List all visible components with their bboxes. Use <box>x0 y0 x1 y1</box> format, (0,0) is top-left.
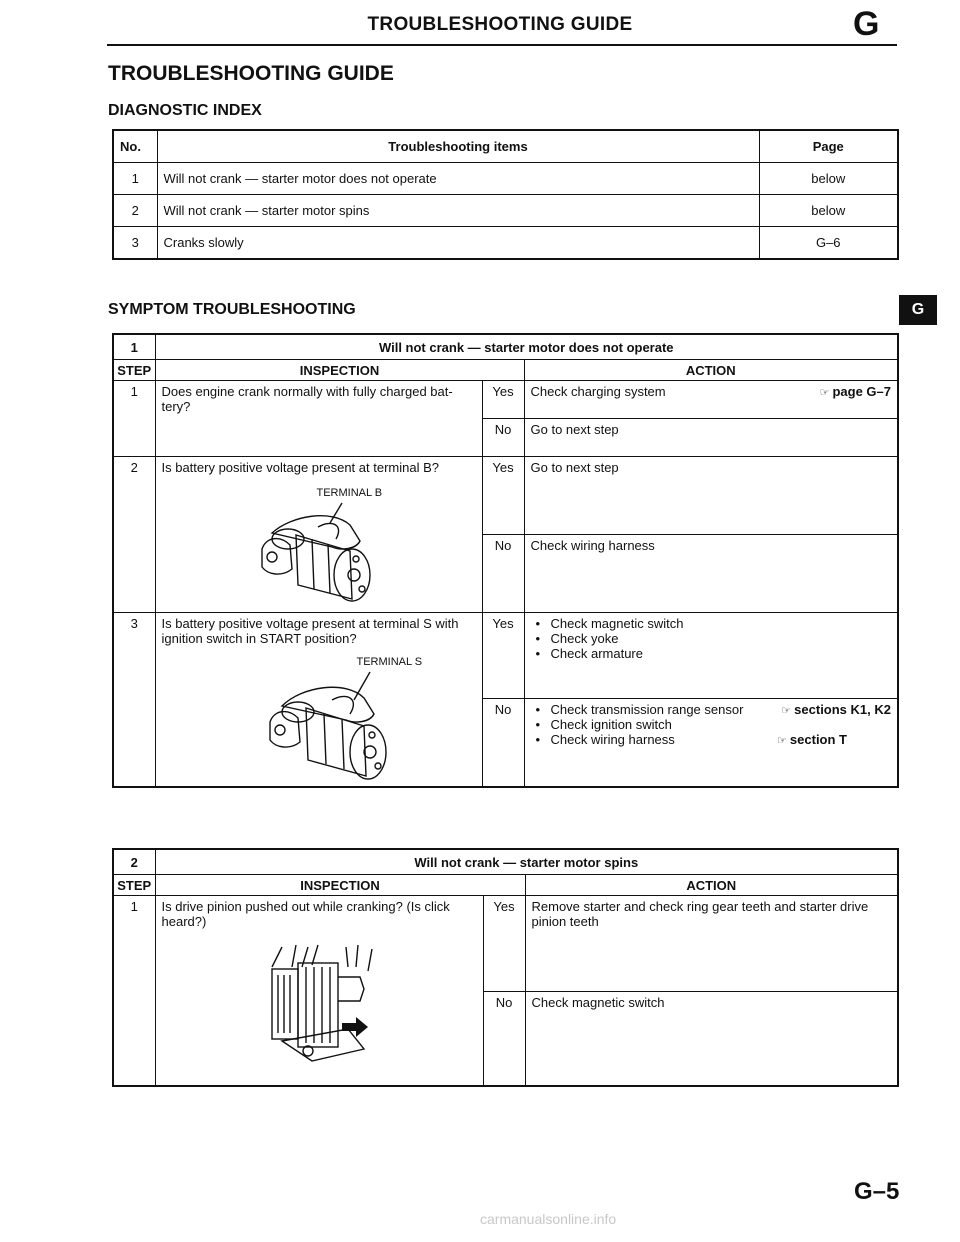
diagnostic-index-heading: DIAGNOSTIC INDEX <box>108 102 262 119</box>
yes-label: Yes <box>483 896 525 992</box>
row-item: Will not crank — starter motor spins <box>157 195 759 227</box>
list-item <box>551 732 892 747</box>
symptom-title: Will not crank — starter motor spins <box>155 849 898 875</box>
table-row <box>113 613 898 699</box>
page-header-title: TROUBLESHOOTING GUIDE <box>367 14 633 35</box>
row-no: 3 <box>113 227 157 260</box>
no-label: No <box>482 535 524 613</box>
header-rule <box>107 44 897 46</box>
table-row <box>113 227 898 260</box>
step-number: 1 <box>113 381 155 457</box>
col-step: STEP <box>113 875 155 896</box>
action-text: Go to next step <box>524 457 898 535</box>
action-list <box>531 702 892 747</box>
action-text: Check magnetic switch <box>525 992 898 1086</box>
col-action: ACTION <box>525 875 898 896</box>
inspection-cell <box>155 457 482 613</box>
action-list <box>531 616 892 661</box>
symptom-title: Will not crank — starter motor does not operate <box>155 334 898 360</box>
col-step: STEP <box>113 360 155 381</box>
symptom-title-row <box>113 849 898 875</box>
terminal-label: TERMINAL B <box>316 487 383 499</box>
col-page: Page <box>759 130 898 163</box>
no-label: No <box>483 992 525 1086</box>
footer-watermark: carmanualsonline.info <box>480 1211 617 1227</box>
table-row <box>113 457 898 535</box>
column-header-row <box>113 360 898 381</box>
col-items: Troubleshooting items <box>157 130 759 163</box>
symptom-number: 1 <box>113 334 155 360</box>
inspection-text: Is battery positive voltage present at terminal B? <box>161 460 439 475</box>
symptom-table-1 <box>112 333 899 788</box>
inspection-cell <box>155 896 483 1086</box>
action-cell <box>524 381 898 419</box>
row-page: G–6 <box>759 227 898 260</box>
symptom-title-row <box>113 334 898 360</box>
inspection-text: Does engine crank normally with fully charged bat- tery? <box>155 381 482 457</box>
yes-label: Yes <box>482 381 524 419</box>
list-item: • Check yoke <box>551 631 892 646</box>
table-row <box>113 195 898 227</box>
action-cell <box>524 613 898 699</box>
symptom-number: 2 <box>113 849 155 875</box>
symptom-heading: SYMPTOM TROUBLESHOOTING <box>108 301 356 318</box>
reference-icon: ☞ <box>777 735 787 747</box>
item-text: Check ignition switch <box>550 717 672 732</box>
reference-icon: ☞ <box>781 705 792 717</box>
page-reference <box>820 384 891 399</box>
list-item: • Check magnetic switch <box>551 616 892 631</box>
row-no: 1 <box>113 163 157 195</box>
reference-text: section T <box>789 732 847 747</box>
drive-pinion-illustration <box>162 935 477 1065</box>
no-label: No <box>482 699 524 787</box>
section-side-tab: G <box>899 295 937 325</box>
action-text: Go to next step <box>524 419 898 457</box>
index-header-row <box>113 130 898 163</box>
col-inspection: INSPECTION <box>155 875 525 896</box>
list-item: • Check armature <box>551 646 892 661</box>
section-letter: G <box>853 5 880 43</box>
terminal-label: TERMINAL S <box>356 656 423 668</box>
item-text: Check wiring harness <box>550 732 675 747</box>
table-row <box>113 381 898 419</box>
col-no: No. <box>113 130 157 163</box>
row-item: Cranks slowly <box>157 227 759 260</box>
action-cell <box>524 699 898 787</box>
drive-pinion-icon <box>252 937 402 1067</box>
starter-motor-icon <box>242 660 432 790</box>
row-item: Will not crank — starter motor does not operate <box>157 163 759 195</box>
step-number: 3 <box>113 613 155 787</box>
list-item <box>551 702 892 717</box>
action-text: Remove starter and check ring gear teeth and starter drive pinion teeth <box>525 896 898 992</box>
starter-motor-icon <box>232 489 412 609</box>
row-page: below <box>759 195 898 227</box>
col-inspection: INSPECTION <box>155 360 524 381</box>
row-page: below <box>759 163 898 195</box>
item-text: Check transmission range sensor <box>550 702 744 717</box>
inspection-text: Is battery positive voltage present at terminal S with ignition switch in START position? <box>161 616 459 646</box>
action-text: Check wiring harness <box>524 535 898 613</box>
yes-label: Yes <box>482 457 524 535</box>
column-header-row <box>113 875 898 896</box>
starter-motor-illustration <box>162 652 476 782</box>
inspection-text: Is drive pinion pushed out while cranking? (Is click heard?) <box>161 899 450 929</box>
symptom-table-2 <box>112 848 899 1087</box>
action-text: Check charging system <box>530 384 666 399</box>
no-label: No <box>482 419 524 457</box>
table-row <box>113 896 898 992</box>
reference-text: sections K1, K2 <box>794 702 891 717</box>
page-number: G–5 <box>854 1178 900 1205</box>
step-number: 1 <box>113 896 155 1086</box>
inspection-cell <box>155 613 482 787</box>
col-action: ACTION <box>524 360 898 381</box>
row-no: 2 <box>113 195 157 227</box>
yes-label: Yes <box>482 613 524 699</box>
reference-text: page G–7 <box>832 384 891 399</box>
main-title: TROUBLESHOOTING GUIDE <box>108 62 394 85</box>
diagnostic-index-table <box>112 129 899 260</box>
step-number: 2 <box>113 457 155 613</box>
reference-icon: ☞ <box>819 387 830 399</box>
starter-motor-illustration <box>162 481 476 591</box>
table-row <box>113 163 898 195</box>
